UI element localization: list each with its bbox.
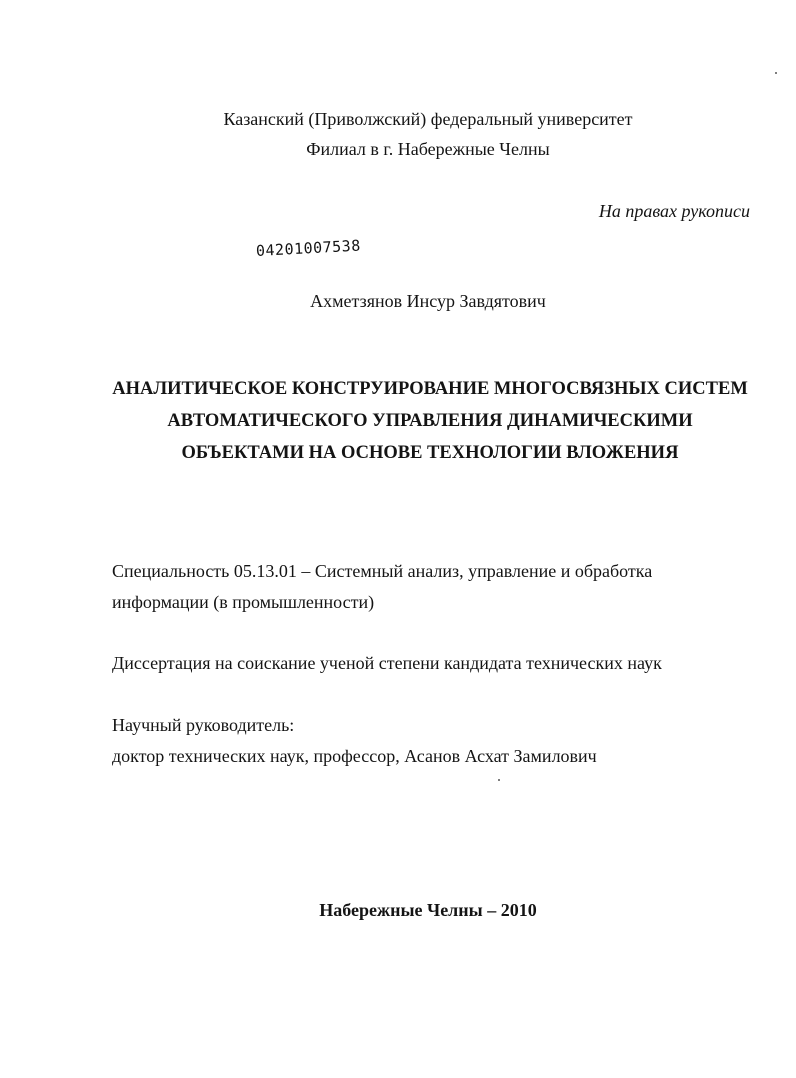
scan-speck [775, 72, 777, 74]
specialty-line-1: Специальность 05.13.01 – Системный анализ, управление и обработка [112, 561, 653, 581]
author-name: Ахметзянов Инсур Завдятович [310, 291, 546, 311]
scan-speck [498, 779, 500, 781]
supervisor-name: доктор технических наук, профессор, Асанов Асхат Замилович [112, 746, 597, 766]
title-line-3: ОБЪЕКТАМИ НА ОСНОВЕ ТЕХНОЛОГИИ ВЛОЖЕНИЯ [181, 443, 679, 463]
specialty-line-2: информации (в промышленности) [112, 592, 375, 612]
university-name: Казанский (Приволжский) федеральный университет [223, 109, 633, 129]
rights-note: На правах рукописи [598, 201, 750, 221]
dissertation-title [0, 373, 796, 469]
supervisor-label: Научный руководитель: [112, 715, 295, 735]
branch-name: Филиал в г. Набережные Челны [306, 139, 550, 159]
serial-number-stamp: 04201007538 [255, 236, 362, 260]
dissertation-degree: Диссертация на соискание ученой степени кандидата технических наук [112, 653, 662, 673]
title-line-1: АНАЛИТИЧЕСКОЕ КОНСТРУИРОВАНИЕ МНОГОСВЯЗНЫХ СИСТЕМ [112, 379, 748, 399]
title-line-2: АВТОМАТИЧЕСКОГО УПРАВЛЕНИЯ ДИНАМИЧЕСКИМИ [167, 411, 693, 431]
city-year: Набережные Челны – 2010 [319, 900, 537, 920]
